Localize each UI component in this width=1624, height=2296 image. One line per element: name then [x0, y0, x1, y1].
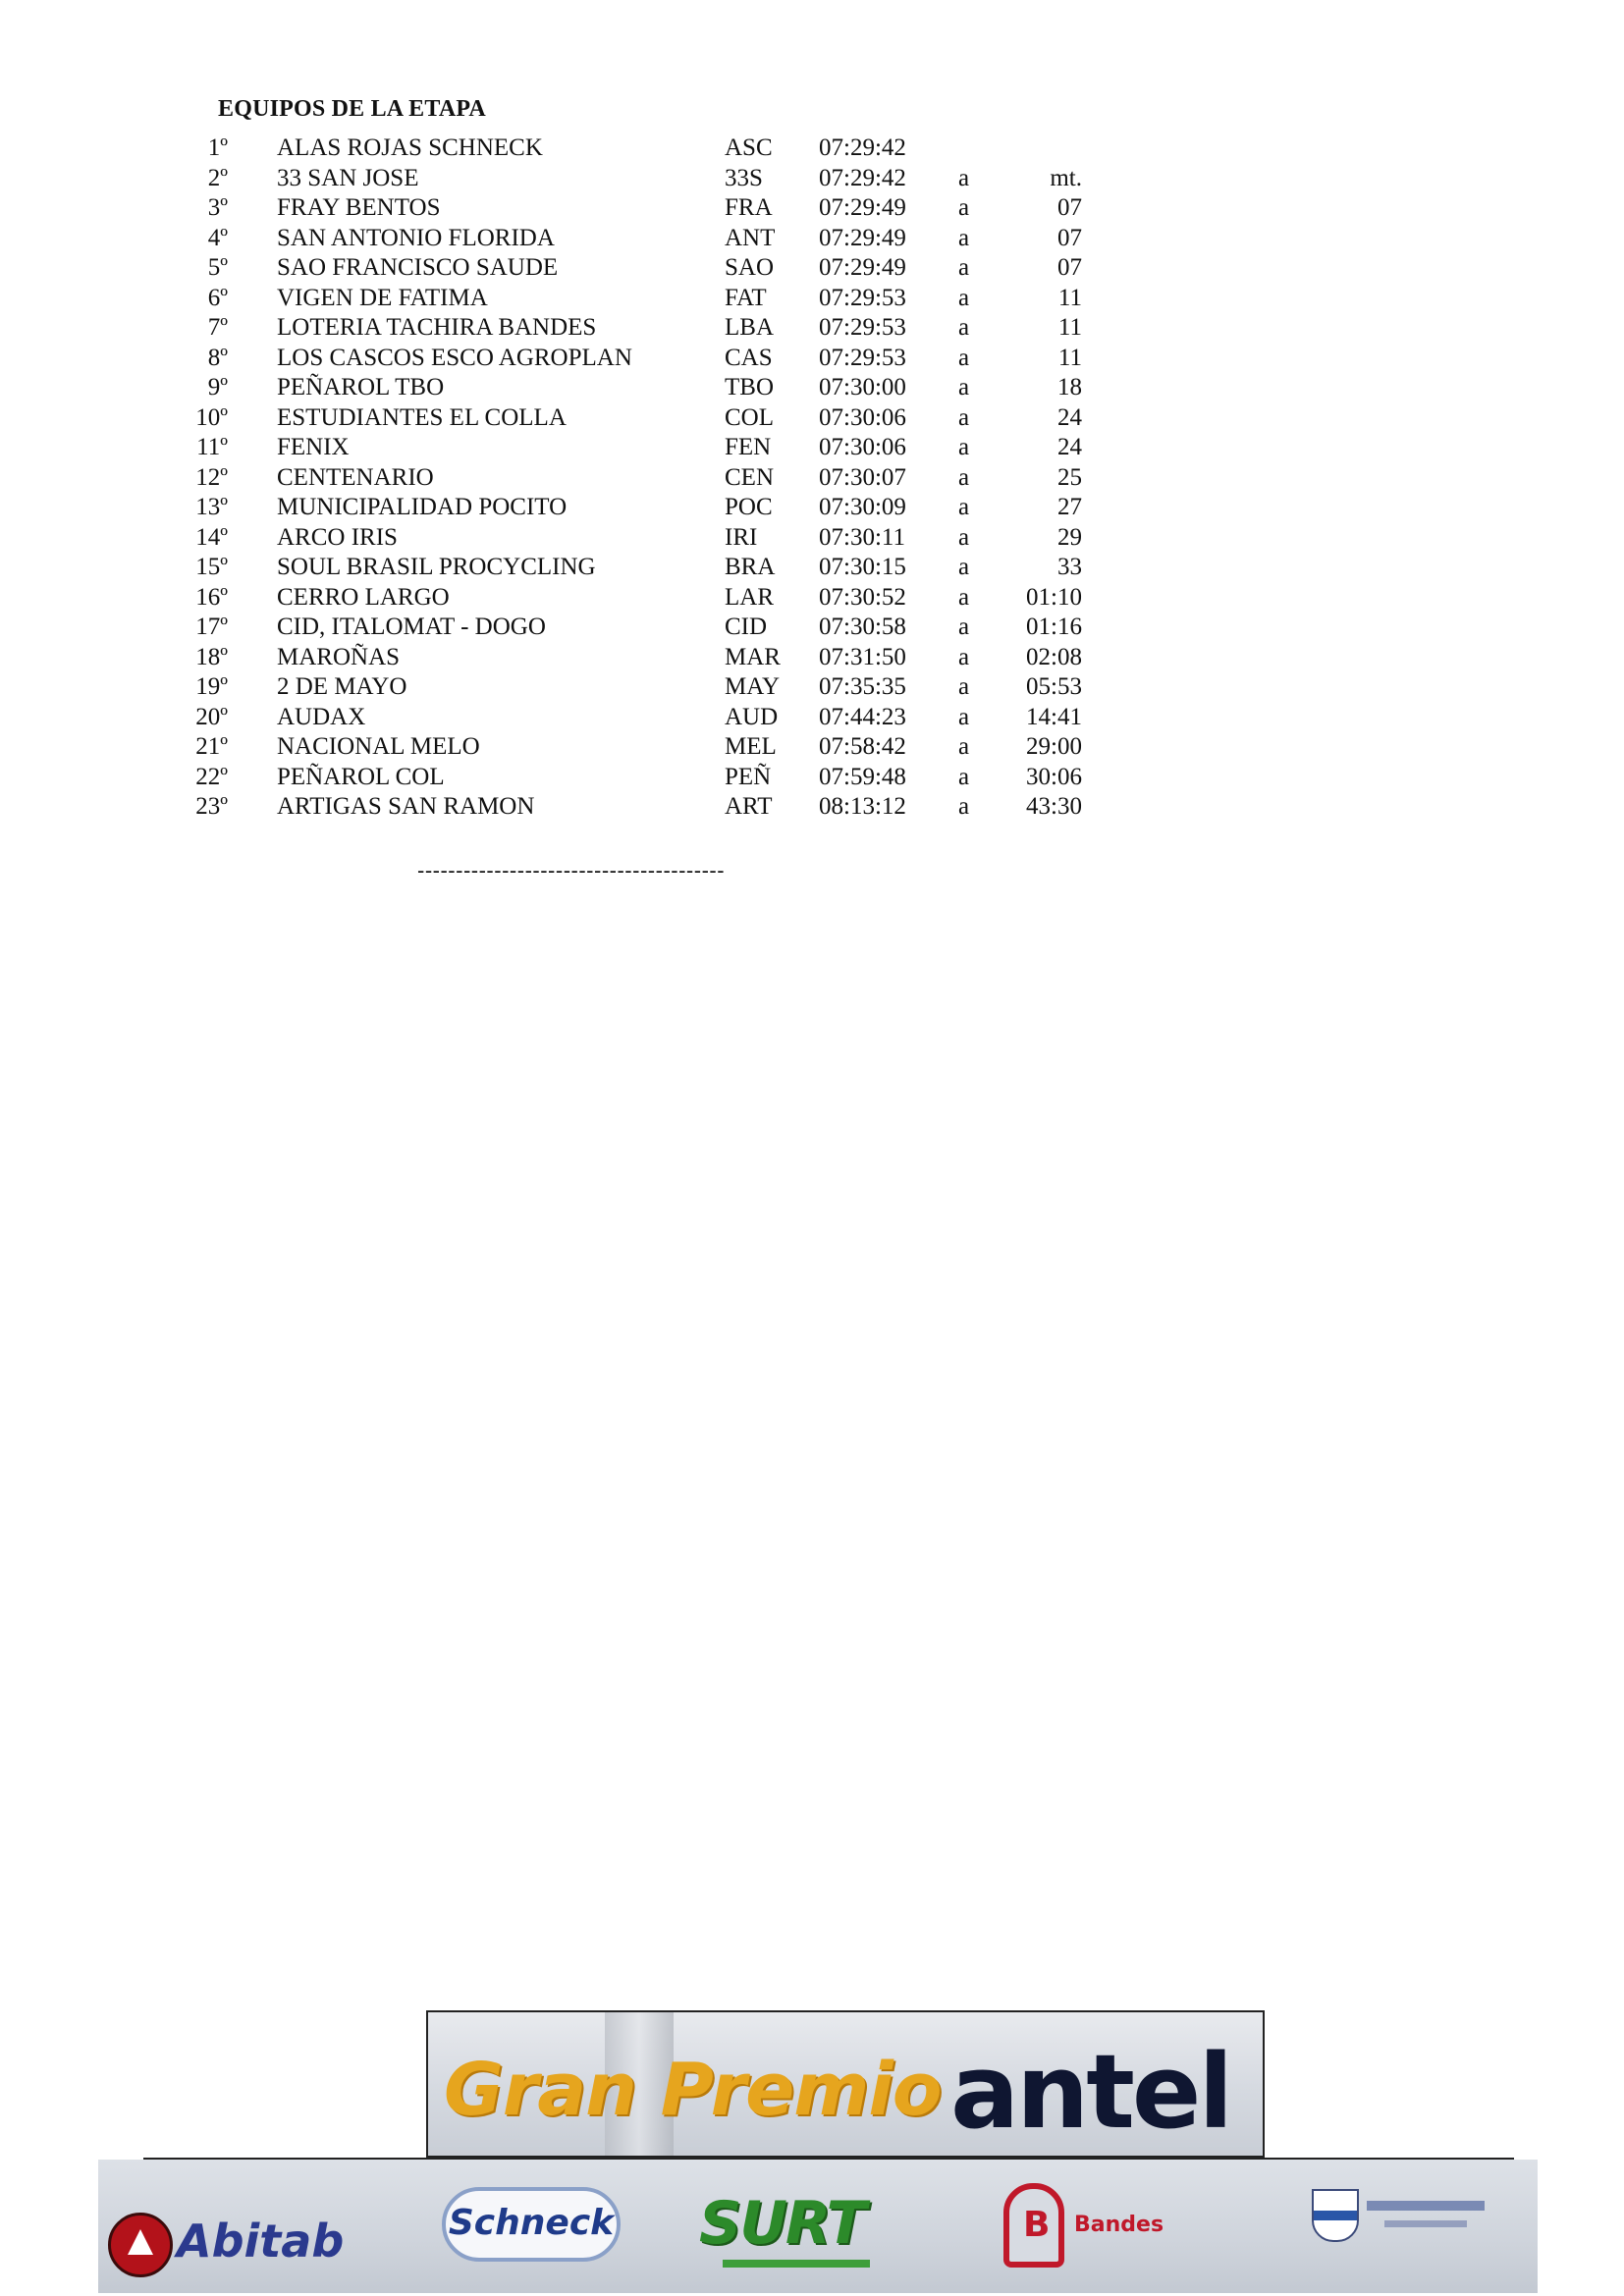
gap-prefix: a: [958, 434, 970, 460]
team-name: CENTENARIO: [277, 463, 434, 491]
team-code: CID: [725, 614, 768, 640]
surt-underline: [723, 2260, 870, 2268]
team-code: AUD: [725, 703, 779, 730]
stage-time: 07:29:49: [819, 224, 906, 251]
gap-prefix: a: [958, 703, 970, 730]
gap-prefix: a: [958, 763, 970, 790]
team-code: CEN: [725, 463, 774, 491]
table-row: [0, 433, 1624, 463]
gap-prefix: a: [958, 314, 970, 341]
stage-time: 07:30:52: [819, 583, 906, 611]
position: 18º: [195, 643, 228, 670]
gap-prefix: a: [958, 344, 970, 371]
section-heading: EQUIPOS DE LA ETAPA: [218, 96, 486, 122]
team-code: IRI: [725, 523, 758, 551]
stage-time: 07:29:42: [819, 134, 906, 161]
position: 20º: [195, 703, 228, 730]
gap-prefix: a: [958, 494, 970, 520]
team-code: FRA: [725, 194, 773, 221]
time-gap: 11: [1057, 344, 1082, 371]
table-row: [0, 672, 1624, 703]
table-row: [0, 253, 1624, 284]
surt-logo-text: SURT: [699, 2189, 865, 2258]
team-name: SOUL BRASIL PROCYCLING: [277, 554, 596, 580]
gap-prefix: a: [958, 643, 970, 670]
position: 11º: [196, 434, 228, 460]
stage-time: 07:30:09: [819, 494, 906, 520]
team-code: ANT: [725, 224, 776, 251]
stage-time: 07:29:53: [819, 314, 906, 341]
team-code: FAT: [725, 284, 767, 311]
table-row: [0, 164, 1624, 194]
stage-time: 07:30:00: [819, 374, 906, 400]
results-table: [0, 133, 1624, 823]
stage-time: 08:13:12: [819, 793, 906, 820]
table-row: [0, 133, 1624, 164]
team-name: 33 SAN JOSE: [277, 164, 419, 191]
shield-icon: [1312, 2189, 1359, 2242]
position: 3º: [207, 194, 228, 221]
position: 10º: [195, 403, 228, 431]
stage-time: 07:30:06: [819, 434, 906, 460]
time-gap: 33: [1057, 554, 1082, 580]
position: 23º: [195, 793, 228, 820]
time-gap: 07: [1057, 194, 1082, 221]
position: 4º: [207, 224, 228, 251]
gap-prefix: a: [958, 793, 970, 820]
table-row: [0, 284, 1624, 314]
team-name: CERRO LARGO: [277, 583, 450, 611]
time-gap: 24: [1057, 434, 1082, 460]
table-row: [0, 193, 1624, 224]
table-row: [0, 553, 1624, 583]
stage-time: 07:29:49: [819, 194, 906, 221]
position: 22º: [195, 763, 228, 790]
table-row: [0, 373, 1624, 403]
government-logo-subtext-block: [1384, 2220, 1467, 2227]
team-name: FENIX: [277, 434, 350, 460]
position: 17º: [195, 614, 228, 640]
table-row: [0, 344, 1624, 374]
gap-prefix: a: [958, 164, 970, 191]
gap-prefix: a: [958, 194, 970, 221]
gap-prefix: a: [958, 614, 970, 640]
position: 15º: [195, 554, 228, 580]
position: 21º: [195, 733, 228, 760]
team-name: SAO FRANCISCO SAUDE: [277, 254, 559, 281]
team-code: CAS: [725, 344, 773, 371]
time-gap: 01:10: [1026, 583, 1082, 611]
team-name: FRAY BENTOS: [277, 194, 441, 221]
position: 5º: [207, 254, 228, 281]
team-name: PEÑAROL COL: [277, 763, 445, 790]
time-gap: 02:08: [1026, 643, 1082, 670]
gap-prefix: a: [958, 254, 970, 281]
stage-time: 07:30:07: [819, 463, 906, 491]
government-logo-text-block: [1367, 2201, 1485, 2211]
position: 7º: [207, 314, 228, 341]
team-name: ARCO IRIS: [277, 523, 398, 551]
table-row: [0, 732, 1624, 763]
team-name: MUNICIPALIDAD POCITO: [277, 494, 568, 520]
stage-time: 07:30:06: [819, 403, 906, 431]
position: 6º: [207, 284, 228, 311]
table-row: [0, 313, 1624, 344]
team-name: LOS CASCOS ESCO AGROPLAN: [277, 344, 632, 371]
team-name: NACIONAL MELO: [277, 733, 480, 760]
position: 2º: [207, 164, 228, 191]
team-name: ALAS ROJAS SCHNECK: [277, 134, 543, 161]
team-code: TBO: [725, 374, 774, 400]
bandes-logo: [994, 2173, 1200, 2256]
team-name: VIGEN DE FATIMA: [277, 284, 488, 311]
time-gap: 25: [1057, 463, 1082, 491]
position: 8º: [207, 344, 228, 371]
team-name: 2 DE MAYO: [277, 673, 407, 700]
gap-prefix: a: [958, 284, 970, 311]
position: 16º: [195, 583, 228, 611]
table-row: [0, 613, 1624, 643]
team-name: AUDAX: [277, 703, 366, 730]
time-gap: 24: [1057, 403, 1082, 431]
stage-time: 07:30:15: [819, 554, 906, 580]
position: 12º: [195, 463, 228, 491]
stage-time: 07:31:50: [819, 643, 906, 670]
stage-time: 07:29:42: [819, 164, 906, 191]
table-row: [0, 763, 1624, 793]
time-gap: 30:06: [1026, 763, 1082, 790]
schneck-logo-text: Schneck: [448, 2203, 615, 2243]
antel-logo-text: antel: [950, 2032, 1231, 2152]
table-row: [0, 523, 1624, 554]
team-code: LBA: [725, 314, 774, 341]
sponsor-banner: [426, 2010, 1265, 2158]
team-name: ARTIGAS SAN RAMON: [277, 793, 535, 820]
table-row: [0, 224, 1624, 254]
team-name: ESTUDIANTES EL COLLA: [277, 403, 567, 431]
team-code: SAO: [725, 254, 775, 281]
stage-time: 07:58:42: [819, 733, 906, 760]
time-gap: 27: [1057, 494, 1082, 520]
team-code: ASC: [725, 134, 773, 161]
team-code: BRA: [725, 554, 776, 580]
stage-time: 07:35:35: [819, 673, 906, 700]
gap-prefix: a: [958, 554, 970, 580]
table-row: [0, 643, 1624, 673]
team-name: PEÑAROL TBO: [277, 374, 445, 400]
stage-time: 07:44:23: [819, 703, 906, 730]
stage-time: 07:29:53: [819, 284, 906, 311]
stage-time: 07:59:48: [819, 763, 906, 790]
team-code: POC: [725, 494, 773, 520]
time-gap: 14:41: [1026, 703, 1082, 730]
time-gap: 29: [1057, 523, 1082, 551]
gap-prefix: a: [958, 673, 970, 700]
team-code: FEN: [725, 434, 772, 460]
gap-prefix: a: [958, 403, 970, 431]
table-row: [0, 792, 1624, 823]
gap-prefix: a: [958, 224, 970, 251]
table-row: [0, 493, 1624, 523]
time-gap: 43:30: [1026, 793, 1082, 820]
team-name: MAROÑAS: [277, 643, 401, 670]
position: 1º: [207, 134, 228, 161]
team-name: LOTERIA TACHIRA BANDES: [277, 314, 597, 341]
stage-time: 07:29:53: [819, 344, 906, 371]
abitab-icon: [108, 2213, 173, 2277]
abitab-logo-text: Abitab: [177, 2215, 345, 2268]
time-gap: 11: [1057, 284, 1082, 311]
team-code: LAR: [725, 583, 774, 611]
sponsor-footer: [98, 2160, 1538, 2293]
bandes-logo-text: Bandes: [1074, 2213, 1164, 2237]
time-gap: 11: [1057, 314, 1082, 341]
team-code: MEL: [725, 733, 777, 760]
stage-time: 07:30:11: [819, 523, 905, 551]
position: 9º: [207, 374, 228, 400]
gap-prefix: a: [958, 463, 970, 491]
time-gap: 01:16: [1026, 614, 1082, 640]
team-code: MAR: [725, 643, 781, 670]
position: 19º: [195, 673, 228, 700]
table-row: [0, 583, 1624, 614]
gap-prefix: a: [958, 583, 970, 611]
time-gap: 29:00: [1026, 733, 1082, 760]
time-gap: 07: [1057, 254, 1082, 281]
stage-time: 07:29:49: [819, 254, 906, 281]
team-code: MAY: [725, 673, 781, 700]
gap-prefix: a: [958, 733, 970, 760]
table-row: [0, 403, 1624, 434]
gap-prefix: a: [958, 523, 970, 551]
gap-prefix: a: [958, 374, 970, 400]
team-code: COL: [725, 403, 774, 431]
position: 14º: [195, 523, 228, 551]
time-gap: 07: [1057, 224, 1082, 251]
surt-logo: [699, 2181, 895, 2264]
time-gap: mt.: [1050, 164, 1082, 191]
separator-line: ----------------------------------------: [417, 858, 726, 882]
table-row: [0, 703, 1624, 733]
time-gap: 18: [1057, 374, 1082, 400]
table-row: [0, 463, 1624, 494]
position: 13º: [195, 494, 228, 520]
team-code: ART: [725, 793, 773, 820]
team-code: 33S: [725, 164, 763, 191]
schneck-logo: [442, 2187, 621, 2262]
team-name: SAN ANTONIO FLORIDA: [277, 224, 555, 251]
team-name: CID, ITALOMAT - DOGO: [277, 614, 546, 640]
government-logo: [1312, 2181, 1508, 2264]
team-code: PEÑ: [725, 763, 772, 790]
gran-premio-logo-text: Gran Premio: [444, 2048, 942, 2132]
bandes-icon: [1003, 2183, 1064, 2268]
time-gap: 05:53: [1026, 673, 1082, 700]
stage-time: 07:30:58: [819, 614, 906, 640]
